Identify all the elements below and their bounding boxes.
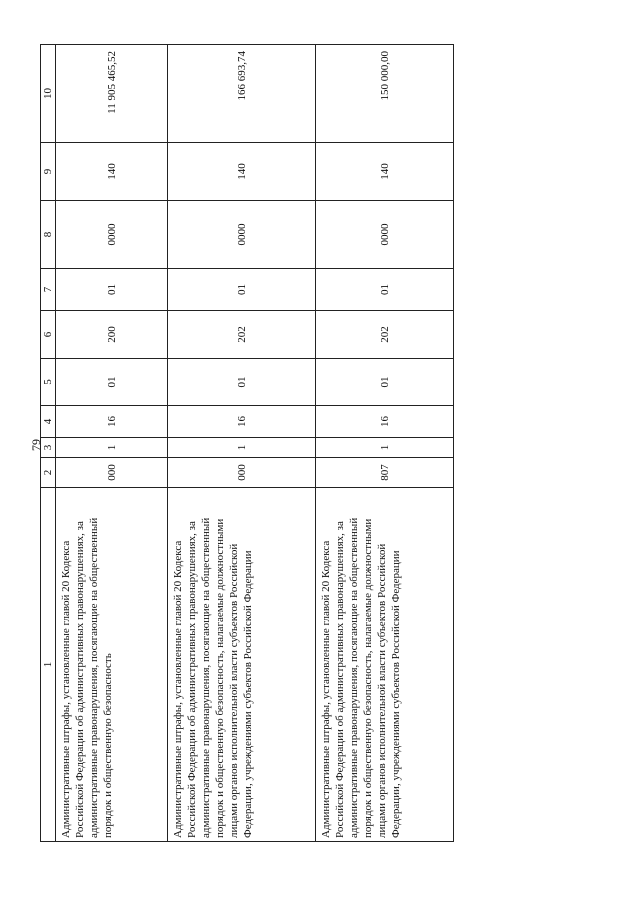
row-cell: 1 xyxy=(56,438,168,458)
row-cell: 16 xyxy=(56,406,168,438)
row-cell: 807 xyxy=(316,458,454,488)
col-header: 1 xyxy=(41,488,56,842)
row-cell: 01 xyxy=(56,269,168,311)
rotated-table-container xyxy=(40,45,452,842)
row-cell: 200 xyxy=(56,311,168,359)
row-cell: 0000 xyxy=(316,201,454,269)
col-header: 6 xyxy=(41,311,56,359)
row-cell: 1 xyxy=(168,438,316,458)
row-cell: 01 xyxy=(56,359,168,406)
row-cell: 16 xyxy=(316,406,454,438)
col-header: 4 xyxy=(41,406,56,438)
row-cell: 202 xyxy=(316,311,454,359)
col-header: 9 xyxy=(41,143,56,201)
col-header: 5 xyxy=(41,359,56,406)
col-header: 7 xyxy=(41,269,56,311)
row-amount: 11 905 465,52 xyxy=(56,45,168,143)
col-header: 8 xyxy=(41,201,56,269)
row-cell: 202 xyxy=(168,311,316,359)
header-row xyxy=(41,45,56,842)
row-cell: 1 xyxy=(316,438,454,458)
table-row xyxy=(56,45,168,842)
row-amount: 150 000,00 xyxy=(316,45,454,143)
row-cell: 0000 xyxy=(56,201,168,269)
row-cell: 000 xyxy=(56,458,168,488)
row-cell: 140 xyxy=(316,143,454,201)
col-header: 2 xyxy=(41,458,56,488)
col-header: 10 xyxy=(41,45,56,143)
row-description: Административные штрафы, установленные главой 20 Кодекса Российской Федерации об административных правонарушениях, за административные правонарушения, посягающие на общественный порядок и общественную безопасность, налагаемые должностными лицами органов исполнительной власти субъектов Российской Федерации, учреждениями субъектов Российской Федерации xyxy=(168,488,316,842)
row-cell: 140 xyxy=(56,143,168,201)
row-cell: 01 xyxy=(316,359,454,406)
row-cell: 01 xyxy=(316,269,454,311)
budget-table xyxy=(40,44,454,842)
page-number: 79 xyxy=(29,439,43,451)
row-cell: 000 xyxy=(168,458,316,488)
row-cell: 01 xyxy=(168,269,316,311)
row-description: Административные штрафы, установленные главой 20 Кодекса Российской Федерации об административных правонарушениях, за административные правонарушения, посягающие на общественный порядок и общественную безопасность, налагаемые должностными лицами органов исполнительной власти субъектов Российской Федерации, учреждениями субъектов Российской Федерации xyxy=(316,488,454,842)
table-row xyxy=(316,45,454,842)
row-description: Административные штрафы, установленные главой 20 Кодекса Российской Федерации об административных правонарушениях, за административные правонарушения, посягающие на общественный порядок и общественную безопасность xyxy=(56,488,168,842)
table-row xyxy=(168,45,316,842)
row-amount: 166 693,74 xyxy=(168,45,316,143)
col-header: 3 xyxy=(41,438,56,458)
row-cell: 0000 xyxy=(168,201,316,269)
row-cell: 16 xyxy=(168,406,316,438)
row-cell: 140 xyxy=(168,143,316,201)
row-cell: 01 xyxy=(168,359,316,406)
